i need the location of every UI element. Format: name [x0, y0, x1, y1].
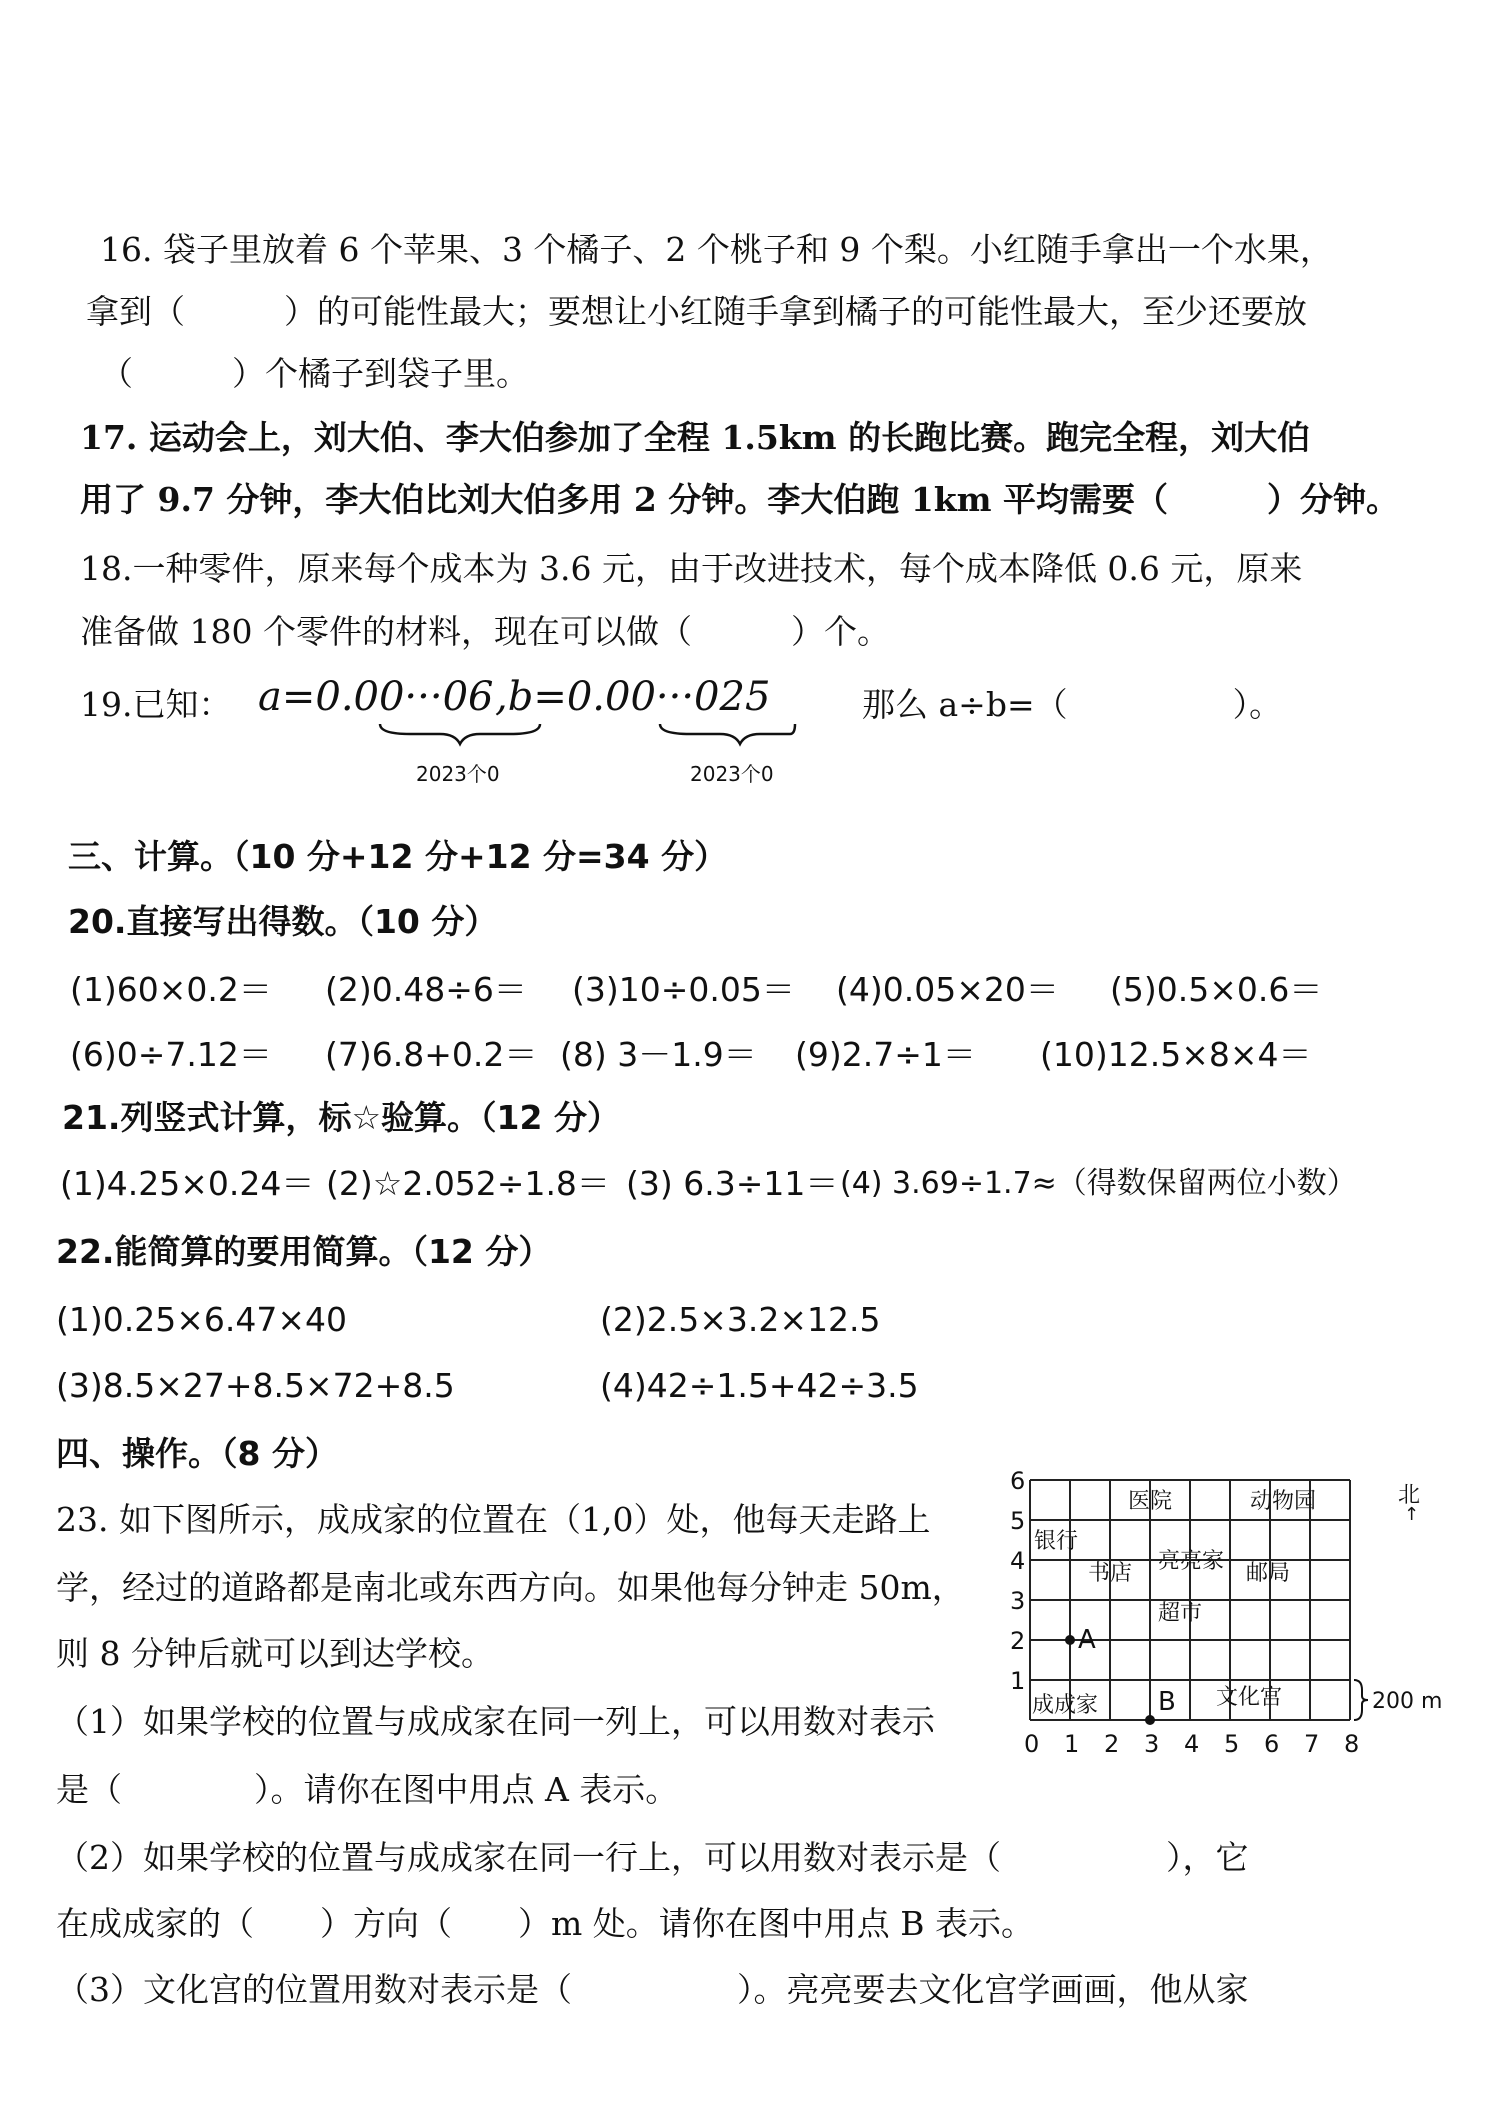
q19-b-expression: ,b=0.00···025 [495, 674, 771, 720]
q20-item: (9)2.7÷1＝ [795, 1035, 976, 1074]
q19-brace-label-a: 2023个0 [416, 762, 500, 786]
q23-part-1-line-1: （1）如果学校的位置与成成家在同一列上，可以用数对表示 [56, 1702, 935, 1741]
label-hospital: 医院 [1128, 1489, 1173, 1514]
north-label: 北 [1398, 1483, 1421, 1508]
label-post-office: 邮局 [1246, 1561, 1291, 1586]
q17-line-1: 17. 运动会上，刘大伯、李大伯参加了全程 1.5km 的长跑比赛。跑完全程，刘大伯 [80, 418, 1311, 457]
q23-part-2-line-1: （2）如果学校的位置与成成家在同一行上，可以用数对表示是（ ），它 [56, 1838, 1249, 1877]
q22-item-3: (3)8.5×27+8.5×72+8.5 [56, 1366, 455, 1405]
section-3-title: 三、计算。（10 分+12 分+12 分=34 分） [68, 837, 728, 876]
q18-line-1: 18.一种零件，原来每个成本为 3.6 元，由于改进技术，每个成本降低 0.6 元，原来 [80, 549, 1303, 588]
y-tick: 6 [1010, 1470, 1026, 1495]
x-tick: 7 [1304, 1730, 1320, 1758]
q22-item-4: (4)42÷1.5+42÷3.5 [600, 1366, 919, 1405]
label-bank: 银行 [1034, 1529, 1079, 1554]
q20-item: (2)0.48÷6＝ [325, 970, 527, 1009]
q19-a-expression: a=0.00···06 [258, 674, 494, 720]
x-tick: 3 [1144, 1730, 1160, 1758]
q23-part-3-line-1: （3）文化宫的位置用数对表示是（ ）。亮亮要去文化宫学画画，他从家 [56, 1970, 1249, 2009]
q21-item: (1)4.25×0.24＝ [60, 1164, 315, 1203]
x-tick: 2 [1104, 1730, 1120, 1758]
grid-lines [1030, 1480, 1350, 1720]
q20-item: (3)10÷0.05＝ [572, 970, 795, 1009]
section-4-title: 四、操作。（8 分） [56, 1434, 338, 1473]
q22-title: 22.能简算的要用简算。（12 分） [56, 1232, 552, 1271]
q20-item: (1)60×0.2＝ [70, 970, 272, 1009]
q21-item: (3) 6.3÷11＝ [626, 1164, 839, 1203]
y-tick: 2 [1010, 1627, 1026, 1655]
point-b-label: B [1158, 1687, 1176, 1717]
q23-part-2-line-2: 在成成家的（ ）方向（ ）m 处。请你在图中用点 B 表示。 [56, 1904, 1035, 1943]
coordinate-grid-map [1010, 1470, 1480, 1770]
x-tick: 8 [1344, 1730, 1360, 1758]
point-b-dot [1145, 1715, 1155, 1725]
x-tick: 6 [1264, 1730, 1280, 1758]
north-arrow-icon: ↑ [1404, 1504, 1420, 1525]
q20-item: (10)12.5×8×4＝ [1040, 1035, 1312, 1074]
label-cheng-home: 成成家 [1032, 1693, 1099, 1718]
q18-line-2: 准备做 180 个零件的材料，现在可以做（ ）个。 [80, 612, 890, 651]
q19-suffix: 那么 a÷b=（ ）。 [862, 685, 1283, 724]
y-tick: 1 [1010, 1667, 1026, 1695]
q20-item: (7)6.8+0.2＝ [325, 1035, 538, 1074]
x-tick: 4 [1184, 1730, 1200, 1758]
q21-item: (2)☆2.052÷1.8＝ [326, 1164, 610, 1203]
x-tick: 5 [1224, 1730, 1240, 1758]
q21-title: 21.列竖式计算，标☆验算。（12 分） [62, 1098, 620, 1137]
brace-a [380, 724, 540, 744]
q23-line-2: 学，经过的道路都是南北或东西方向。如果他每分钟走 50m， [56, 1568, 965, 1607]
q16-line-1: 16. 袋子里放着 6 个苹果、3 个橘子、2 个桃子和 9 个梨。小红随手拿出一个水果， [100, 230, 1333, 269]
q19-prefix: 19.已知： [80, 685, 232, 724]
q16-line-3: （ ）个橘子到袋子里。 [100, 354, 529, 393]
q16-line-2: 拿到（ ）的可能性最大；要想让小红随手拿到橘子的可能性最大，至少还要放 [86, 292, 1307, 331]
label-supermarket: 超市 [1158, 1601, 1203, 1626]
q23-line-3: 则 8 分钟后就可以到达学校。 [56, 1634, 494, 1673]
scale-brace [1354, 1680, 1368, 1720]
q23-part-1-line-2: 是（ ）。请你在图中用点 A 表示。 [56, 1770, 679, 1809]
q20-item: (5)0.5×0.6＝ [1110, 970, 1323, 1009]
brace-b [660, 724, 795, 744]
label-liang-home: 亮亮家 [1158, 1549, 1225, 1574]
q17-line-2: 用了 9.7 分钟，李大伯比刘大伯多用 2 分钟。李大伯跑 1km 平均需要（ ）分钟。 [80, 480, 1400, 519]
point-a-dot [1065, 1635, 1075, 1645]
x-tick: 1 [1064, 1730, 1080, 1758]
q22-item-1: (1)0.25×6.47×40 [56, 1300, 347, 1339]
q23-line-1: 23. 如下图所示，成成家的位置在（1,0）处，他每天走路上 [56, 1500, 931, 1539]
scale-label: 200 m [1372, 1689, 1443, 1714]
q20-item: (8) 3－1.9＝ [560, 1035, 757, 1074]
q22-item-2: (2)2.5×3.2×12.5 [600, 1300, 881, 1339]
q20-title: 20.直接写出得数。（10 分） [68, 902, 498, 941]
label-bookstore: 书店 [1088, 1561, 1133, 1586]
y-tick: 3 [1010, 1587, 1026, 1615]
q21-item: (4) 3.69÷1.7≈（得数保留两位小数） [840, 1166, 1357, 1201]
label-zoo: 动物园 [1250, 1489, 1317, 1514]
q20-item: (4)0.05×20＝ [836, 970, 1059, 1009]
q19-braces [370, 720, 800, 750]
y-tick: 5 [1010, 1507, 1026, 1535]
point-a-label: A [1078, 1625, 1096, 1655]
q20-item: (6)0÷7.12＝ [70, 1035, 272, 1074]
label-culture-palace: 文化宫 [1216, 1685, 1283, 1710]
y-tick: 4 [1010, 1547, 1026, 1575]
x-tick: 0 [1024, 1730, 1040, 1758]
q19-brace-label-b: 2023个0 [690, 762, 774, 786]
